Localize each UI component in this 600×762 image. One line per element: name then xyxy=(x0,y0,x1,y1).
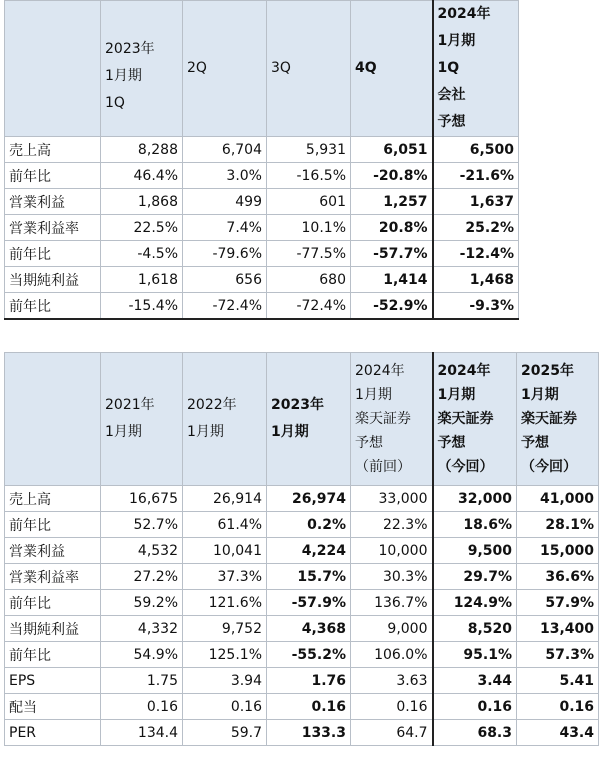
table-row xyxy=(5,163,519,189)
cell: 0.16 xyxy=(433,694,517,720)
cell: 1,468 xyxy=(433,267,519,293)
table-row xyxy=(5,538,599,564)
row-label: 前年比 xyxy=(5,590,101,616)
row-label: PER xyxy=(5,720,101,746)
cell: 5.41 xyxy=(517,668,599,694)
cell: -9.3% xyxy=(433,293,519,320)
cell: 7.4% xyxy=(183,215,267,241)
cell: 54.9% xyxy=(101,642,183,668)
cell: 4,368 xyxy=(267,616,351,642)
header-cell: 2023年 1月期 1Q xyxy=(101,1,183,137)
cell: 6,704 xyxy=(183,137,267,163)
cell: 134.4 xyxy=(101,720,183,746)
cell: 57.3% xyxy=(517,642,599,668)
cell: 6,500 xyxy=(433,137,519,163)
row-label: 営業利益 xyxy=(5,189,101,215)
row-label: 当期純利益 xyxy=(5,267,101,293)
row-label: 売上高 xyxy=(5,486,101,512)
cell: -21.6% xyxy=(433,163,519,189)
cell: 46.4% xyxy=(101,163,183,189)
table-row xyxy=(5,694,599,720)
cell: -77.5% xyxy=(267,241,351,267)
row-label: 営業利益率 xyxy=(5,564,101,590)
cell: 59.7 xyxy=(183,720,267,746)
cell: 0.16 xyxy=(351,694,433,720)
table-row xyxy=(5,241,519,267)
table-row xyxy=(5,267,519,293)
cell: -79.6% xyxy=(183,241,267,267)
table-row xyxy=(5,642,599,668)
cell: 5,931 xyxy=(267,137,351,163)
cell: 3.0% xyxy=(183,163,267,189)
cell: 59.2% xyxy=(101,590,183,616)
cell: 9,500 xyxy=(433,538,517,564)
cell: -55.2% xyxy=(267,642,351,668)
cell: 13,400 xyxy=(517,616,599,642)
header-cell: 2024年 1月期 楽天証券 予想 （前回） xyxy=(351,353,433,486)
table-row xyxy=(5,215,519,241)
row-label: 前年比 xyxy=(5,642,101,668)
header-cell: 3Q xyxy=(267,1,351,137)
cell: 3.94 xyxy=(183,668,267,694)
cell: 121.6% xyxy=(183,590,267,616)
cell: 656 xyxy=(183,267,267,293)
cell: 26,914 xyxy=(183,486,267,512)
cell: -57.9% xyxy=(267,590,351,616)
cell: 0.16 xyxy=(101,694,183,720)
cell: 1,257 xyxy=(351,189,433,215)
cell: 0.16 xyxy=(183,694,267,720)
cell: 106.0% xyxy=(351,642,433,668)
cell: 0.16 xyxy=(517,694,599,720)
cell: -15.4% xyxy=(101,293,183,320)
header-cell: 2025年 1月期 楽天証券 予想 （今回） xyxy=(517,353,599,486)
cell: 4,332 xyxy=(101,616,183,642)
cell: 1.76 xyxy=(267,668,351,694)
row-label: 前年比 xyxy=(5,163,101,189)
cell: -52.9% xyxy=(351,293,433,320)
table-row xyxy=(5,137,519,163)
table-header-row xyxy=(5,1,519,137)
cell: 680 xyxy=(267,267,351,293)
header-cell: 2022年 1月期 xyxy=(183,353,267,486)
cell: 41,000 xyxy=(517,486,599,512)
row-label: 営業利益 xyxy=(5,538,101,564)
cell: 1,637 xyxy=(433,189,519,215)
table-row xyxy=(5,668,599,694)
header-cell: 2024年 1月期 楽天証券 予想 （今回） xyxy=(433,353,517,486)
cell: 37.3% xyxy=(183,564,267,590)
table-row xyxy=(5,616,599,642)
cell: 8,520 xyxy=(433,616,517,642)
cell: 136.7% xyxy=(351,590,433,616)
row-label: 前年比 xyxy=(5,512,101,538)
quarterly-results-table xyxy=(4,0,519,320)
cell: 499 xyxy=(183,189,267,215)
cell: 9,752 xyxy=(183,616,267,642)
cell: -57.7% xyxy=(351,241,433,267)
cell: 32,000 xyxy=(433,486,517,512)
annual-forecast-table xyxy=(4,352,599,746)
cell: 61.4% xyxy=(183,512,267,538)
cell: 16,675 xyxy=(101,486,183,512)
cell: -16.5% xyxy=(267,163,351,189)
header-cell: 2024年 1月期 1Q 会社 予想 xyxy=(433,1,519,137)
cell: 10.1% xyxy=(267,215,351,241)
cell: 125.1% xyxy=(183,642,267,668)
cell: 52.7% xyxy=(101,512,183,538)
cell: 28.1% xyxy=(517,512,599,538)
cell: 64.7 xyxy=(351,720,433,746)
cell: 3.44 xyxy=(433,668,517,694)
cell: -72.4% xyxy=(267,293,351,320)
table-row xyxy=(5,189,519,215)
cell: 10,041 xyxy=(183,538,267,564)
cell: -4.5% xyxy=(101,241,183,267)
header-cell: 2Q xyxy=(183,1,267,137)
row-label: 前年比 xyxy=(5,241,101,267)
cell: 1,868 xyxy=(101,189,183,215)
header-cell-empty xyxy=(5,1,101,137)
cell: 1,618 xyxy=(101,267,183,293)
table-header-row xyxy=(5,353,599,486)
row-label: 前年比 xyxy=(5,293,101,320)
cell: 3.63 xyxy=(351,668,433,694)
cell: 43.4 xyxy=(517,720,599,746)
table-row xyxy=(5,720,599,746)
cell: 4,224 xyxy=(267,538,351,564)
table-row xyxy=(5,486,599,512)
cell: 33,000 xyxy=(351,486,433,512)
cell: 15,000 xyxy=(517,538,599,564)
cell: -12.4% xyxy=(433,241,519,267)
row-label: 当期純利益 xyxy=(5,616,101,642)
header-cell: 4Q xyxy=(351,1,433,137)
cell: 1,414 xyxy=(351,267,433,293)
cell: 57.9% xyxy=(517,590,599,616)
cell: 22.3% xyxy=(351,512,433,538)
cell: 29.7% xyxy=(433,564,517,590)
cell: 8,288 xyxy=(101,137,183,163)
cell: 25.2% xyxy=(433,215,519,241)
cell: 18.6% xyxy=(433,512,517,538)
cell: -72.4% xyxy=(183,293,267,320)
cell: -20.8% xyxy=(351,163,433,189)
cell: 36.6% xyxy=(517,564,599,590)
cell: 27.2% xyxy=(101,564,183,590)
header-cell: 2021年 1月期 xyxy=(101,353,183,486)
cell: 15.7% xyxy=(267,564,351,590)
cell: 4,532 xyxy=(101,538,183,564)
cell: 1.75 xyxy=(101,668,183,694)
header-cell-empty xyxy=(5,353,101,486)
cell: 30.3% xyxy=(351,564,433,590)
header-cell: 2023年 1月期 xyxy=(267,353,351,486)
cell: 68.3 xyxy=(433,720,517,746)
cell: 95.1% xyxy=(433,642,517,668)
cell: 9,000 xyxy=(351,616,433,642)
cell: 26,974 xyxy=(267,486,351,512)
table-row xyxy=(5,293,519,320)
cell: 6,051 xyxy=(351,137,433,163)
cell: 22.5% xyxy=(101,215,183,241)
table-row xyxy=(5,564,599,590)
row-label: 営業利益率 xyxy=(5,215,101,241)
cell: 133.3 xyxy=(267,720,351,746)
cell: 0.16 xyxy=(267,694,351,720)
cell: 124.9% xyxy=(433,590,517,616)
row-label: 配当 xyxy=(5,694,101,720)
row-label: EPS xyxy=(5,668,101,694)
cell: 601 xyxy=(267,189,351,215)
cell: 20.8% xyxy=(351,215,433,241)
table-row xyxy=(5,590,599,616)
cell: 10,000 xyxy=(351,538,433,564)
table-row xyxy=(5,512,599,538)
row-label: 売上高 xyxy=(5,137,101,163)
cell: 0.2% xyxy=(267,512,351,538)
